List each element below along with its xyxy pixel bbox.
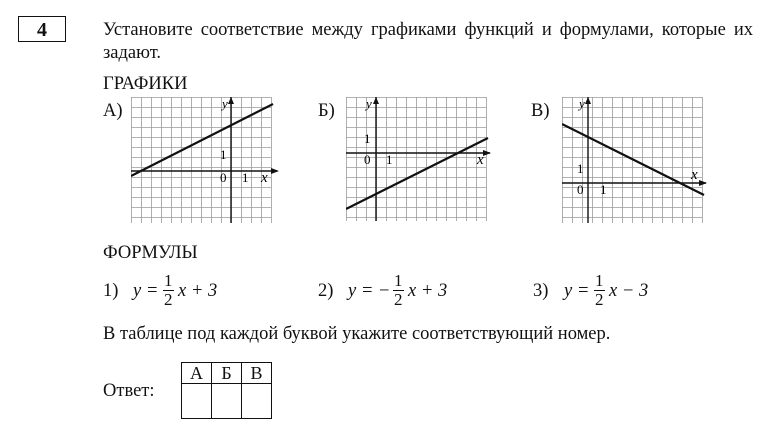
answer-cell-v[interactable]	[242, 384, 272, 419]
formula-number: 3)	[533, 281, 549, 301]
formula-tail: x + 3	[178, 281, 218, 301]
graph-v	[562, 97, 708, 225]
graph-a	[131, 97, 279, 225]
formula-fraction: $\frac{1}{2}$	[595, 271, 604, 309]
formula-1	[103, 272, 303, 312]
formula-fraction: $\frac{1}{2}$	[164, 271, 173, 309]
graph-b	[346, 97, 492, 223]
x-arrow	[483, 150, 491, 156]
instruction-text: В таблице под каждой буквой укажите соответствующий номер.	[103, 324, 611, 344]
answer-column-b: Б	[212, 363, 242, 384]
y-arrow	[585, 97, 591, 104]
y-arrow	[373, 97, 379, 104]
formulas-heading: ФОРМУЛЫ	[103, 243, 198, 263]
origin-label: 0	[364, 152, 371, 167]
unit-x-label: 1	[386, 152, 393, 167]
task-text: Установите соответствие между графиками функций и формулами, которые их задают.	[103, 20, 753, 63]
formula-tail: x − 3	[609, 281, 649, 301]
formula-lhs: y =	[564, 281, 590, 301]
origin-label: 0	[577, 182, 584, 197]
graph-label-a: А)	[103, 101, 123, 121]
unit-y-label: 1	[364, 131, 371, 146]
formula-lhs: y =	[348, 281, 374, 301]
y-label: y	[579, 97, 585, 111]
graph-label-v: В)	[531, 101, 550, 121]
answer-cell-b[interactable]	[212, 384, 242, 419]
formula-number: 1)	[103, 281, 119, 301]
graph-label-b: Б)	[318, 101, 335, 121]
formula-fraction: $\frac{1}{2}$	[394, 271, 403, 309]
x-arrow	[699, 180, 707, 186]
y-label: y	[366, 97, 372, 111]
answer-column-v: В	[242, 363, 272, 384]
y-label: y	[222, 97, 228, 111]
x-label: x	[477, 152, 484, 168]
formula-2	[318, 272, 518, 312]
answer-input-row	[182, 384, 272, 419]
unit-y-label: 1	[577, 161, 584, 176]
formula-3	[533, 272, 733, 312]
formula-number: 2)	[318, 281, 334, 301]
answer-column-a: А	[182, 363, 212, 384]
x-label: x	[261, 170, 268, 186]
graphs-heading: ГРАФИКИ	[103, 74, 188, 94]
formula-tail: x + 3	[408, 281, 448, 301]
unit-x-label: 1	[600, 182, 607, 197]
x-label: x	[691, 167, 698, 183]
x-arrow	[271, 168, 279, 174]
answer-table	[181, 362, 272, 419]
origin-label: 0	[220, 170, 227, 185]
unit-y-label: 1	[220, 147, 227, 162]
formula-lhs: y =	[133, 281, 159, 301]
task-number: 4	[18, 16, 66, 42]
unit-x-label: 1	[242, 170, 249, 185]
answer-label: Ответ:	[103, 381, 155, 401]
formula-sign: −	[379, 281, 390, 301]
y-arrow	[228, 97, 234, 104]
answer-header-row	[182, 363, 272, 384]
answer-cell-a[interactable]	[182, 384, 212, 419]
